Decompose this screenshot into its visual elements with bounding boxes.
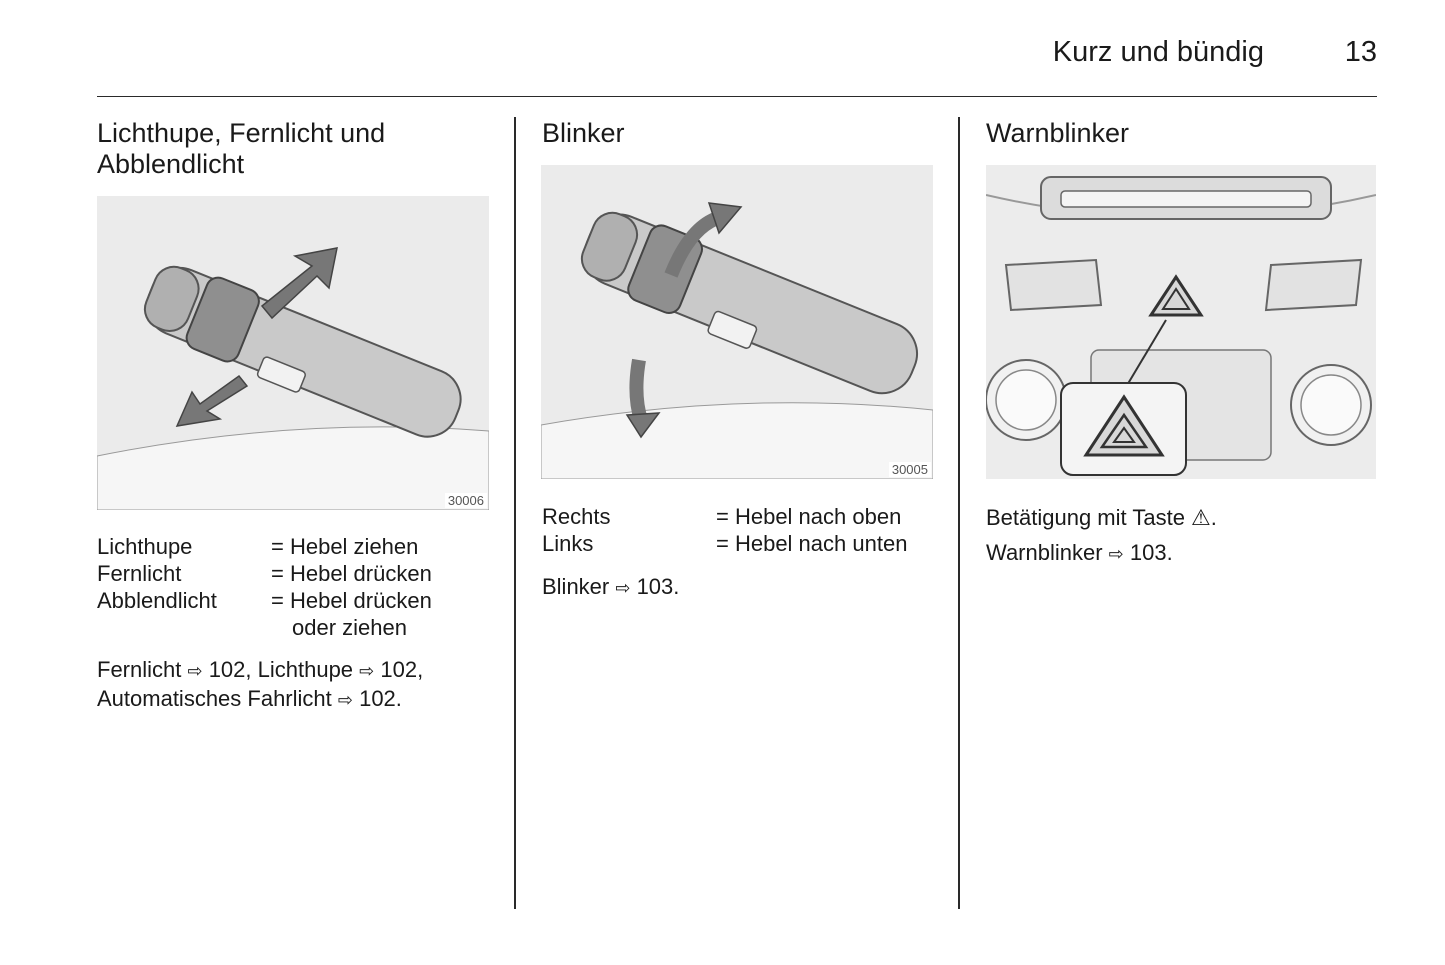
definition-row xyxy=(542,530,907,557)
definition-desc: oder ziehen xyxy=(292,615,407,640)
definition-term: Links xyxy=(542,531,594,556)
warning-triangle-icon: ⚠ xyxy=(1191,506,1211,531)
hazard-text xyxy=(986,501,1386,572)
reference-arrow-icon: ⇨ xyxy=(1108,544,1124,565)
page-header xyxy=(97,30,1377,97)
definition-row xyxy=(542,503,907,530)
column-blinker xyxy=(542,118,942,149)
page-number: 13 xyxy=(1344,36,1377,68)
ref-page: 103. xyxy=(630,574,680,599)
ref-label: Lichthupe xyxy=(257,657,360,682)
definition-row xyxy=(97,560,432,587)
definition-desc: = Hebel drücken xyxy=(271,561,432,586)
definition-table xyxy=(97,533,432,641)
reference-arrow-icon: ⇨ xyxy=(337,690,353,711)
ref-label: Warnblinker xyxy=(986,540,1109,565)
column-heading: Warnblinker xyxy=(986,118,1130,148)
definition-desc: = Hebel ziehen xyxy=(271,534,419,559)
column-warnblinker xyxy=(986,118,1386,149)
ref-label: Blinker xyxy=(542,574,616,599)
definition-table xyxy=(542,503,907,557)
figure-lever-blinker xyxy=(541,165,933,479)
definition-term: Lichthupe xyxy=(97,534,193,559)
definition-term: Fernlicht xyxy=(97,561,182,586)
figure-code: 30006 xyxy=(445,493,487,508)
definition-desc: = Hebel nach unten xyxy=(716,531,908,556)
definition-term: Rechts xyxy=(542,504,611,529)
section-title: Kurz und bündig xyxy=(1052,36,1264,68)
column-heading: Blinker xyxy=(542,118,625,148)
figure-hazard-console xyxy=(986,165,1376,479)
ref-page: 102. xyxy=(352,686,402,711)
ref-page: 102, xyxy=(202,657,258,682)
column-lichthupe xyxy=(97,118,497,180)
ref-label: Fernlicht xyxy=(97,657,188,682)
text-label: Betätigung mit Taste xyxy=(986,505,1192,530)
definition-row xyxy=(97,533,432,560)
ref-page: 102, xyxy=(374,657,424,682)
definition-row xyxy=(97,614,432,641)
figure-code: 30005 xyxy=(889,462,931,477)
definition-row xyxy=(97,587,432,614)
definition-term xyxy=(97,614,271,641)
column-divider xyxy=(958,117,960,909)
definition-desc: = Hebel drücken xyxy=(271,588,432,613)
definition-term: Abblendlicht xyxy=(97,588,217,613)
reference-arrow-icon: ⇨ xyxy=(187,661,203,682)
reference-text xyxy=(542,573,942,602)
column-divider xyxy=(514,117,516,909)
column-heading: Lichthupe, Fernlicht und Abblendlicht xyxy=(97,118,386,179)
reference-arrow-icon: ⇨ xyxy=(615,578,631,599)
figure-lever-light xyxy=(97,196,489,510)
ref-page: 103. xyxy=(1123,540,1173,565)
reference-text xyxy=(97,656,497,714)
text-punct: . xyxy=(1210,505,1217,530)
ref-label: Automatisches Fahrlicht xyxy=(97,686,338,711)
definition-desc: = Hebel nach oben xyxy=(716,504,902,529)
reference-arrow-icon: ⇨ xyxy=(359,661,375,682)
